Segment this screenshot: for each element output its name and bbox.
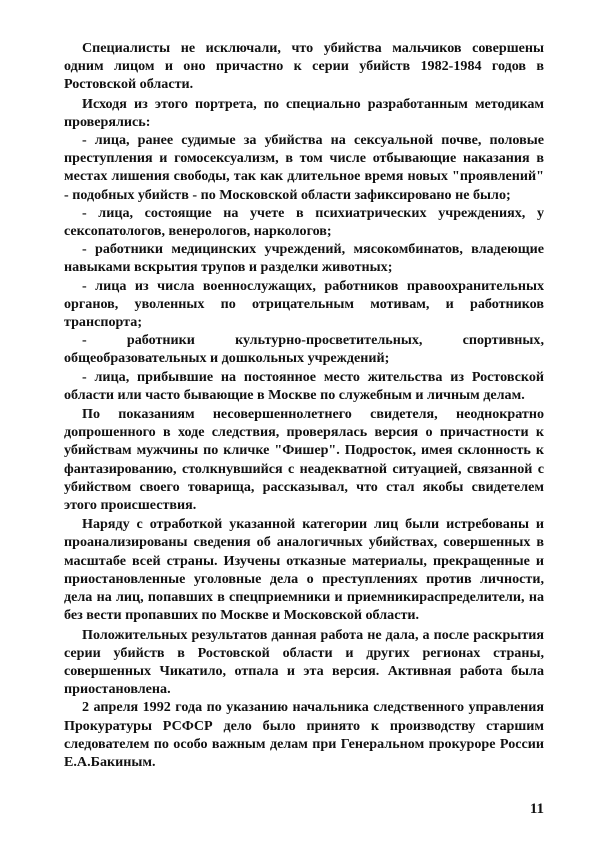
list-item-convicted: - лица, ранее судимые за убийства на сексуальной почве, половые преступления и гомосексуализм, в том числе отбывающие наказания в местах лишения свободы, так как длительное время новых "проявлений" - подобных убийств - по Московской области зафиксировано не было; — [64, 132, 544, 203]
paragraph-case-transfer: 2 апреля 1992 года по указанию начальника следственного управления Прокуратуры РСФСР дело было принято к производству старшим следователем по особо важным делам при Генеральном прокуроре России Е.А.Бакиным. — [64, 699, 544, 770]
page-number: 11 — [529, 801, 544, 817]
paragraph-portrait-methods: Исходя из этого портрета, по специально разработанным методикам проверялись: — [64, 95, 544, 130]
paragraph-witness: По показаниям несовершеннолетнего свидетеля, неоднократно допрошенного в ходе следствия, проверялась версия о причастности к убийствам мужчины по кличке "Фишер". Подросток, имея склонность к фантазированию, столкнувшийся с неадекватной ситуацией, связанной с убийством своего товарища, рассказывал, что стал якобы свидетелем этого происшествия. — [64, 406, 544, 514]
list-item-medical-workers: - работники медицинских учреждений, мясокомбинатов, владеющие навыками вскрытия трупов и разделки животных; — [64, 241, 544, 276]
body-text — [64, 39, 544, 771]
paragraph-results: Положительных результатов данная работа не дала, а после раскрытия серии убийств в Ростовской области и других регионах страны, совершенных Чикатило, отпала и эта версия. Активная работа была приостановлена. — [64, 626, 544, 698]
list-item-military: - лица из числа военнослужащих, работников правоохранительных органов, уволенных по отрицательным мотивам, и работников транспорта; — [64, 277, 544, 331]
paragraph-specialists: Специалисты не исключали, что убийства мальчиков совершены одним лицом и оно причастно к серии убийств 1982-1984 годов в Ростовской области. — [64, 40, 544, 93]
list-item-cultural-workers: - работники культурно-просветительных, спортивных, общеобразовательных и дошкольных учреждений; — [64, 332, 544, 367]
list-item-psychiatric: - лица, состоящие на учете в психиатрических учреждениях, у сексопатологов, венерологов, наркологов; — [64, 204, 544, 240]
list-item-rostov-arrivals: - лица, прибывшие на постоянное место жительства из Ростовской области или часто бывающие в Москве по служебным и личным делам. — [64, 368, 544, 403]
paragraph-analysis: Наряду с отработкой указанной категории лиц были истребованы и проанализированы сведения об аналогичных убийствах, совершенных в масштабе всей страны. Изучены отказные материалы, прекращенные и приостановленные уголовные дела о преступлениях против личности, дела на лиц, попавших в спецприемники и приемникираспределители, на без вести пропавших по Москве и Московской области. — [64, 516, 544, 624]
